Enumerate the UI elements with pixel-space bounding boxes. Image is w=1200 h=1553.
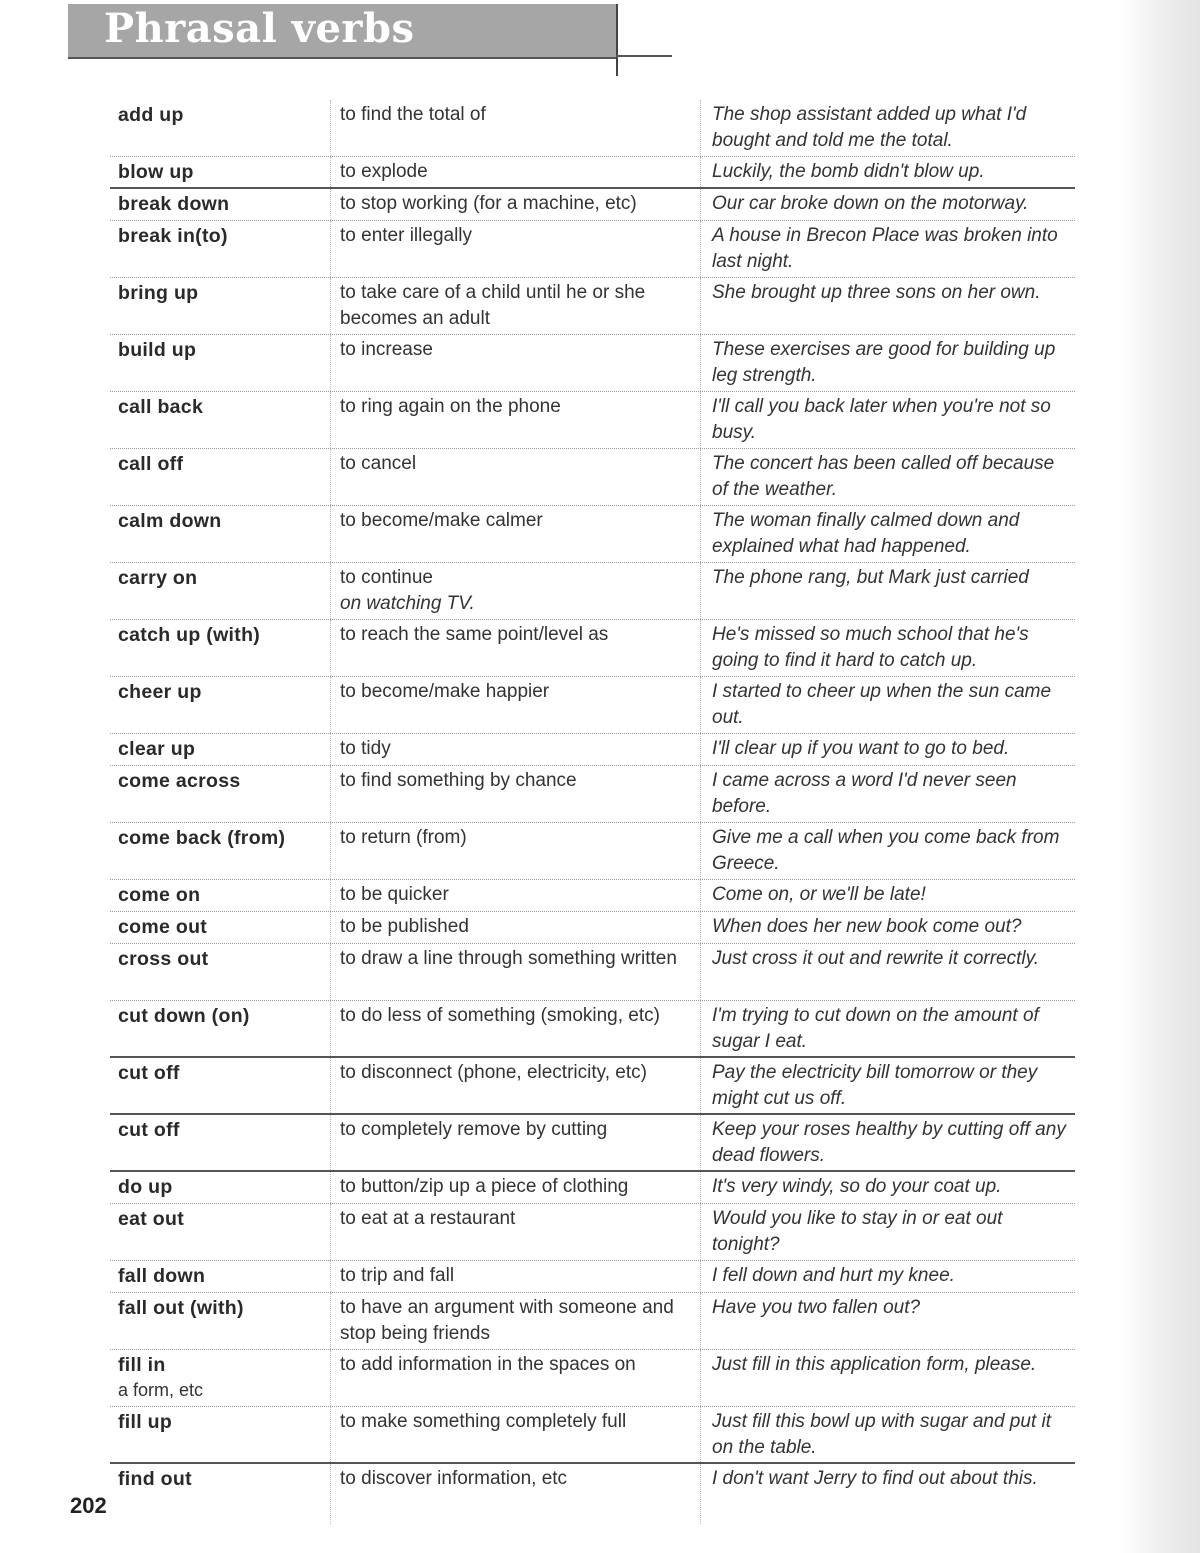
table-row [110,1001,1075,1058]
verb: fill up [118,1411,173,1433]
meaning-cell: to button/zip up a piece of clothing [340,1176,629,1197]
example-cell: These exercises are good for building up leg strength. [712,339,1056,386]
verb-cell [110,880,338,911]
example-cell: I fell down and hurt my knee. [712,1265,955,1286]
meaning-cell: to draw a line through something written [340,948,677,969]
verb: do up [118,1176,173,1198]
example-cell: The concert has been called off because of the weather. [712,453,1055,500]
verb-cell [110,1464,338,1524]
example-cell: I started to cheer up when the sun came out. [712,681,1052,728]
example-cell: She brought up three sons on her own. [712,282,1041,303]
meaning-cell: to eat at a restaurant [340,1208,516,1229]
verb: cut off [118,1119,180,1141]
example-cell: The woman finally calmed down and explained what had happened. [712,510,1020,557]
meaning-cell: to tidy [340,738,391,759]
example-cell: The shop assistant added up what I'd bought and told me the total. [712,104,1027,151]
page-title: Phrasal verbs [104,5,415,52]
verb: add up [118,104,184,126]
meaning-cell: to increase [340,339,433,360]
meaning-cell: to become/make calmer [340,510,543,531]
verb-cell [110,1293,338,1349]
verb: clear up [118,738,196,760]
example-cell: Just fill this bowl up with sugar and put it on the table. [712,1411,1052,1458]
verb-cell [110,1001,338,1056]
table-row [110,221,1075,278]
verb-cell [110,1261,338,1292]
example-cell: Luckily, the bomb didn't blow up. [712,161,985,182]
meaning-cell [338,563,708,619]
meaning-cell: to trip and fall [340,1265,455,1286]
meaning-cell: to take care of a child until he or she becomes an adult [340,282,646,329]
table-row [110,734,1075,766]
verb: eat out [118,1208,185,1230]
verb: calm down [118,510,222,532]
example-cell: Just cross it out and rewrite it correctly. [712,948,1039,969]
meaning-cell: to ring again on the phone [340,396,561,417]
table-row [110,1407,1075,1464]
table-row [110,1350,1075,1407]
verb-cell [110,1172,338,1203]
meaning-cell: to find something by chance [340,770,577,791]
verb-cell [110,100,338,156]
meaning-cell: to become/make happier [340,681,550,702]
table-row [110,392,1075,449]
verb: call off [118,453,184,475]
table-row [110,1204,1075,1261]
meaning-cell: to explode [340,161,428,182]
verb-cell [110,1058,338,1113]
table-row [110,677,1075,734]
table-row [110,157,1075,189]
table-row [110,766,1075,823]
verb-cell [110,766,338,822]
example-cell: Our car broke down on the motorway. [712,193,1029,214]
verb-cell [110,677,338,733]
meaning-cell: to find the total of [340,104,486,125]
verb-cell [110,392,338,448]
table-row [110,449,1075,506]
verb-cell [110,734,338,765]
table-row [110,620,1075,677]
meaning-cell: to disconnect (phone, electricity, etc) [340,1062,647,1083]
verb-cell [110,506,338,562]
verb-cell [110,1350,338,1406]
example-cell: Have you two fallen out? [712,1297,921,1318]
example-cell: Keep your roses healthy by cutting off any dead flowers. [712,1119,1066,1166]
table-row [110,912,1075,944]
verb: come out [118,916,208,938]
example-cell: A house in Brecon Place was broken into last night. [712,225,1058,272]
verb: cut down (on) [118,1005,250,1027]
table-row [110,944,1075,1001]
meaning-cell: to be quicker [340,884,449,905]
verb-cell [110,620,338,676]
meaning-cell: to return (from) [340,827,467,848]
verb: break down [118,193,230,215]
table-row [110,1293,1075,1350]
meaning-cell: to have an argument with someone and stop being friends [340,1297,674,1344]
example-cell: I'll clear up if you want to go to bed. [712,738,1010,759]
verb: fill in [118,1354,166,1376]
example-cell: The phone rang, but Mark just carried [712,567,1029,588]
table-row [110,563,1075,620]
verb-cell [110,823,338,879]
meaning-cell: to add information in the spaces on [340,1354,636,1375]
table-row [110,1464,1075,1524]
title-rule [616,55,672,57]
example-cell: Pay the electricity bill tomorrow or they might cut us off. [712,1062,1038,1109]
table-row [110,189,1075,221]
verb-cell [110,944,338,1000]
example-cell: I don't want Jerry to find out about this. [712,1468,1038,1489]
example-cell: When does her new book come out? [712,916,1022,937]
verb: bring up [118,282,199,304]
meaning-example: on watching TV. [340,593,475,614]
meaning-cell: to completely remove by cutting [340,1119,608,1140]
table-row [110,335,1075,392]
example-cell: Would you like to stay in or eat out tonight? [712,1208,1003,1255]
phrasal-verbs-table [110,100,1075,1524]
verb: fall down [118,1265,206,1287]
table-row [110,823,1075,880]
page-number: 202 [70,1493,107,1518]
verb: cheer up [118,681,202,703]
verb: catch up (with) [118,624,261,646]
meaning-cell: to be published [340,916,469,937]
table-row [110,1115,1075,1172]
verb-cell [110,221,338,277]
verb: cross out [118,948,209,970]
example-cell: I'm trying to cut down on the amount of sugar I eat. [712,1005,1039,1052]
example-cell: He's missed so much school that he's going to find it hard to catch up. [712,624,1029,671]
meaning-text: to continue [340,567,433,588]
verb-cell [110,278,338,334]
verb: come back (from) [118,827,286,849]
verb-cell [110,449,338,505]
meaning-cell: to stop working (for a machine, etc) [340,193,637,214]
verb: cut off [118,1062,180,1084]
verb: carry on [118,567,198,589]
verb: call back [118,396,204,418]
verb: build up [118,339,197,361]
example-cell: It's very windy, so do your coat up. [712,1176,1002,1197]
table-row [110,278,1075,335]
page-edge-shadow [1120,0,1200,1553]
verb: break in(to) [118,225,228,247]
example-cell: I came across a word I'd never seen before. [712,770,1017,817]
table-row [110,100,1075,157]
example-cell: Give me a call when you come back from Greece. [712,827,1060,874]
verb: find out [118,1468,192,1490]
verb-cell [110,1204,338,1260]
meaning-cell: to cancel [340,453,417,474]
meaning-cell: to enter illegally [340,225,473,246]
verb-cell [110,335,338,391]
verb-cell [110,563,338,619]
table-row [110,880,1075,912]
verb: come across [118,770,241,792]
verb-cell [110,1407,338,1462]
verb-cell [110,189,338,220]
meaning-cell: to reach the same point/level as [340,624,609,645]
verb: fall out (with) [118,1297,244,1319]
example-cell: Come on, or we'll be late! [712,884,926,905]
table-row [110,1058,1075,1115]
example-cell: I'll call you back later when you're not so busy. [712,396,1051,443]
verb: come on [118,884,201,906]
example-cell: Just fill in this application form, please. [712,1354,1037,1375]
table-row [110,1172,1075,1204]
verb-cell [110,157,338,187]
verb-cell [110,1115,338,1170]
table-row [110,506,1075,563]
meaning-cell: to make something completely full [340,1411,627,1432]
verb-cell [110,912,338,943]
verb-note: a form, etc [118,1380,204,1400]
meaning-cell: to discover information, etc [340,1468,568,1489]
verb: blow up [118,161,194,183]
meaning-cell: to do less of something (smoking, etc) [340,1005,660,1026]
table-row [110,1261,1075,1293]
